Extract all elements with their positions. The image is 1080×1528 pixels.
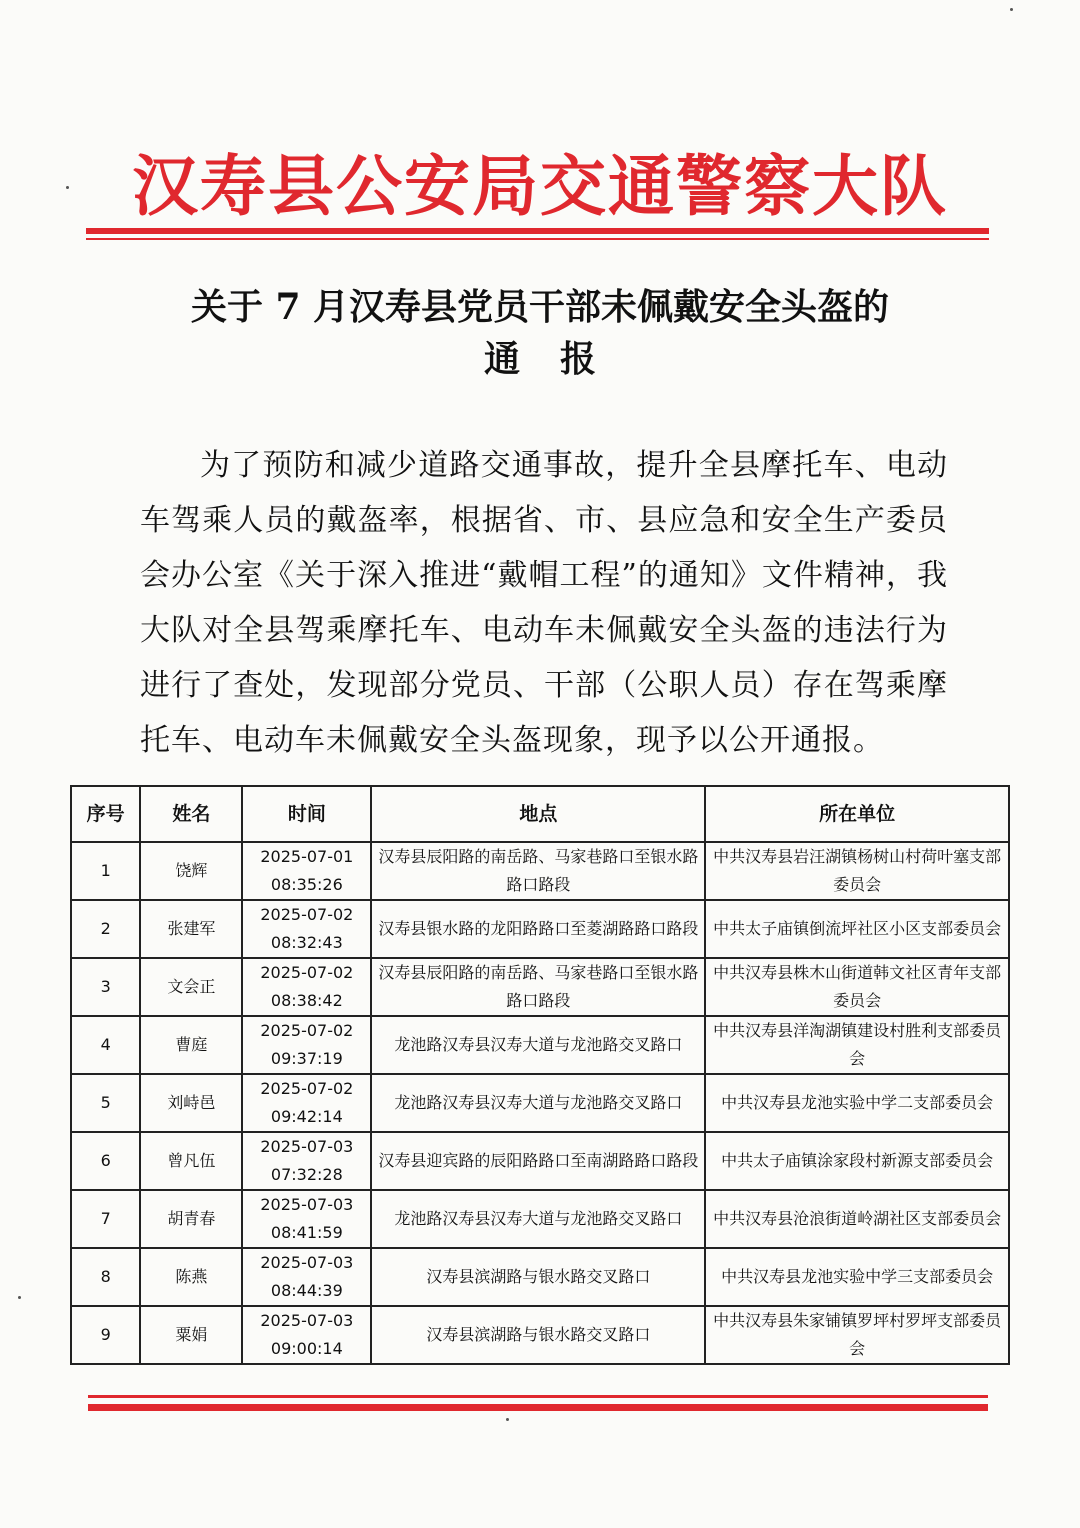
cell-name: 张建军 (140, 900, 242, 958)
cell-clock-time: 09:00:14 (270, 1339, 343, 1358)
cell-place: 龙池路汉寿县汉寿大道与龙池路交叉路口 (371, 1016, 705, 1074)
header-cell-name: 姓名 (140, 786, 242, 842)
cell-clock-time: 08:38:42 (270, 991, 343, 1010)
header-red-rule-thin (86, 238, 989, 240)
cell-clock-time: 08:35:26 (270, 875, 343, 894)
table-row (71, 1074, 1009, 1132)
scan-speck (18, 1296, 21, 1299)
issuing-authority-header: 汉寿县公安局交通警察大队 (132, 147, 948, 225)
table-body (71, 842, 1009, 1364)
cell-name: 刘峙邑 (140, 1074, 242, 1132)
header-red-rule-thick (86, 228, 989, 234)
cell-name: 曾凡伍 (140, 1132, 242, 1190)
cell-place: 龙池路汉寿县汉寿大道与龙池路交叉路口 (371, 1190, 705, 1248)
cell-name: 饶辉 (140, 842, 242, 900)
header-cell-time: 时间 (242, 786, 371, 842)
cell-no: 4 (71, 1016, 140, 1074)
cell-no: 7 (71, 1190, 140, 1248)
cell-no: 2 (71, 900, 140, 958)
cell-name: 文会正 (140, 958, 242, 1016)
cell-place: 汉寿县滨湖路与银水路交叉路口 (371, 1306, 705, 1364)
table-row (71, 1248, 1009, 1306)
cell-time (242, 1132, 371, 1190)
cell-time (242, 1016, 371, 1074)
cell-unit: 中共太子庙镇倒流坪社区小区支部委员会 (705, 900, 1009, 958)
cell-time (242, 1190, 371, 1248)
header-cell-unit: 所在单位 (705, 786, 1009, 842)
cell-date: 2025-07-02 (260, 1079, 354, 1098)
cell-clock-time: 08:32:43 (270, 933, 343, 952)
cell-date: 2025-07-03 (260, 1253, 354, 1272)
cell-date: 2025-07-02 (260, 905, 354, 924)
table-row (71, 1306, 1009, 1364)
cell-no: 1 (71, 842, 140, 900)
cell-unit: 中共汉寿县龙池实验中学三支部委员会 (705, 1248, 1009, 1306)
cell-place: 龙池路汉寿县汉寿大道与龙池路交叉路口 (371, 1074, 705, 1132)
cell-time (242, 1074, 371, 1132)
document-title-line1: 关于 7 月汉寿县党员干部未佩戴安全头盔的 (190, 286, 890, 328)
cell-time (242, 1306, 371, 1364)
header-cell-no: 序号 (71, 786, 140, 842)
cell-name: 粟娟 (140, 1306, 242, 1364)
cell-date: 2025-07-03 (260, 1137, 354, 1156)
cell-unit: 中共汉寿县洋淘湖镇建设村胜利支部委员会 (705, 1016, 1009, 1074)
cell-name: 陈燕 (140, 1248, 242, 1306)
scan-speck (506, 1418, 509, 1421)
cell-date: 2025-07-01 (260, 847, 354, 866)
cell-no: 9 (71, 1306, 140, 1364)
cell-time (242, 1248, 371, 1306)
table-row (71, 958, 1009, 1016)
cell-no: 6 (71, 1132, 140, 1190)
cell-place: 汉寿县迎宾路的辰阳路路口至南湖路路口路段 (371, 1132, 705, 1190)
table-row (71, 1132, 1009, 1190)
cell-no: 8 (71, 1248, 140, 1306)
footer-red-rule-thick (88, 1404, 988, 1411)
document-title-line2: 通报 (483, 338, 636, 380)
cell-place: 汉寿县辰阳路的南岳路、马家巷路口至银水路路口路段 (371, 958, 705, 1016)
cell-unit: 中共汉寿县沧浪街道岭湖社区支部委员会 (705, 1190, 1009, 1248)
cell-time (242, 958, 371, 1016)
cell-time (242, 842, 371, 900)
cell-clock-time: 08:44:39 (270, 1281, 343, 1300)
table-row (71, 1016, 1009, 1074)
cell-place: 汉寿县银水路的龙阳路路口至菱湖路路口路段 (371, 900, 705, 958)
cell-unit: 中共太子庙镇涂家段村新源支部委员会 (705, 1132, 1009, 1190)
cell-date: 2025-07-03 (260, 1311, 354, 1330)
footer-red-rule-thin (88, 1395, 988, 1398)
cell-date: 2025-07-02 (260, 963, 354, 982)
cell-clock-time: 09:37:19 (270, 1049, 343, 1068)
cell-time (242, 900, 371, 958)
cell-place: 汉寿县滨湖路与银水路交叉路口 (371, 1248, 705, 1306)
table-header-row (71, 786, 1009, 842)
cell-name: 曹庭 (140, 1016, 242, 1074)
cell-name: 胡青春 (140, 1190, 242, 1248)
violation-table (70, 785, 1010, 1365)
notice-paragraph: 为了预防和减少道路交通事故，提升全县摩托车、电动车驾乘人员的戴盔率，根据省、市、县应急和安全生产委员会办公室《关于深入推进“戴帽工程”的通知》文件精神，我大队对全县驾乘摩托车、电动车未佩戴安全头盔的违法行为进行了查处，发现部分党员、干部（公职人员）存在驾乘摩托车、电动车未佩戴安全头盔现象，现予以公开通报。 (140, 448, 948, 758)
table-row (71, 900, 1009, 958)
cell-date: 2025-07-02 (260, 1021, 354, 1040)
cell-unit: 中共汉寿县株木山街道韩文社区青年支部委员会 (705, 958, 1009, 1016)
cell-clock-time: 08:41:59 (270, 1223, 343, 1242)
header-cell-place: 地点 (371, 786, 705, 842)
cell-clock-time: 07:32:28 (270, 1165, 343, 1184)
cell-date: 2025-07-03 (260, 1195, 354, 1214)
cell-unit: 中共汉寿县岩汪湖镇杨树山村荷叶塞支部委员会 (705, 842, 1009, 900)
cell-clock-time: 09:42:14 (270, 1107, 343, 1126)
cell-place: 汉寿县辰阳路的南岳路、马家巷路口至银水路路口路段 (371, 842, 705, 900)
scan-speck (1010, 8, 1013, 11)
cell-unit: 中共汉寿县朱家铺镇罗坪村罗坪支部委员会 (705, 1306, 1009, 1364)
cell-unit: 中共汉寿县龙池实验中学二支部委员会 (705, 1074, 1009, 1132)
cell-no: 3 (71, 958, 140, 1016)
table-row (71, 842, 1009, 900)
cell-no: 5 (71, 1074, 140, 1132)
table-row (71, 1190, 1009, 1248)
scan-speck (66, 186, 69, 189)
